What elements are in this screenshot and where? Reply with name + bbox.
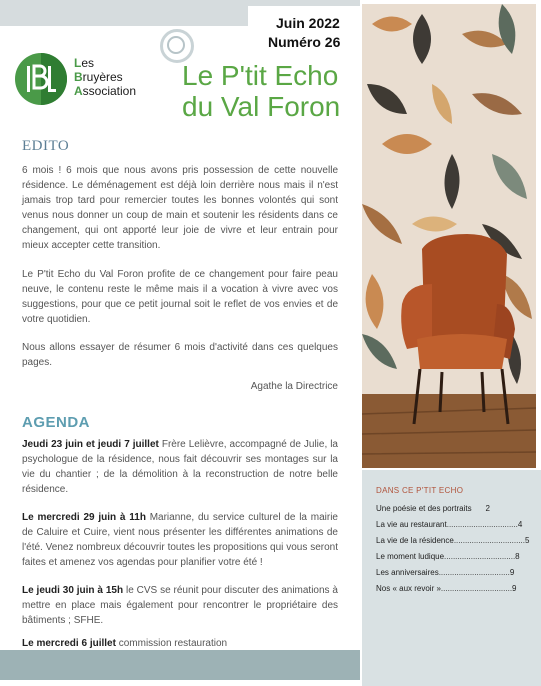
agenda-item-text: Marianne, du service culturel de la mairie de Caluire et Cuire, vient nous présenter les différentes animations de l'été. Venez nombreux découvrir toutes les propositions qui vous seront faites et amenez vos agendas pour planifier votre été ! bbox=[22, 512, 338, 568]
issue-number: Numéro 26 bbox=[268, 34, 341, 50]
toc-item[interactable] bbox=[376, 584, 517, 593]
toc-item[interactable] bbox=[376, 520, 523, 529]
toc-leader bbox=[472, 504, 486, 513]
agenda-item bbox=[22, 437, 338, 497]
toc-item-label: Nos « aux revoir » bbox=[376, 584, 441, 593]
toc-leader: ................................ bbox=[438, 568, 510, 577]
toc-sidebar bbox=[362, 470, 541, 686]
logo-line-2: Bruyères bbox=[74, 70, 123, 84]
agenda-item bbox=[22, 583, 338, 628]
agenda-heading: AGENDA bbox=[22, 414, 91, 431]
toc-item-label: Les anniversaires bbox=[376, 568, 439, 577]
armchair-photo bbox=[362, 4, 536, 468]
agenda-item-date: Jeudi 23 juin et jeudi 7 juillet bbox=[22, 439, 159, 450]
agenda-item-date: Le mercredi 6 juillet bbox=[22, 638, 116, 649]
toc-item-page: 2 bbox=[485, 504, 490, 513]
edito-paragraph-3: Nous allons essayer de résumer 6 mois d'activité dans ces quelques pages. bbox=[22, 342, 338, 368]
agenda-item-text: Frère Lelièvre, accompagné de Julie, la psychologue de la résidence, nous fait découvrir ses montages sur la vie du chantier ; de la démolition à la reconstruction de notre belle résidence. bbox=[22, 439, 338, 495]
toc-item-label: La vie au restaurant bbox=[376, 520, 447, 529]
toc-item-page: 9 bbox=[509, 568, 515, 577]
toc-item-label: La vie de la résidence bbox=[376, 536, 454, 545]
toc-item-label: Le moment ludique bbox=[376, 552, 445, 561]
association-logo-icon bbox=[14, 52, 68, 106]
edito-paragraph-1: 6 mois ! 6 mois que nous avons pris possession de cette nouvelle résidence. Le déménagement est déjà loin derrière nous mais il n'est jamais trop tard pour remercier toutes les bonnes volontés qui sont venus nous donner un coup de main et soutenir les résidents dans ce changement, qui ont apporté leur joie de vivre et leur entrain pour mieux accepter cette transition. bbox=[22, 165, 338, 251]
title-line-1: Le P'tit Echo bbox=[182, 60, 339, 91]
agenda-item-text: commission restauration bbox=[115, 638, 228, 649]
logo-line-3: Association bbox=[74, 84, 137, 98]
toc-leader: ................................ bbox=[440, 584, 513, 593]
toc-leader: ................................ bbox=[453, 536, 525, 545]
footer-bar bbox=[0, 650, 360, 680]
ring-decoration-icon bbox=[160, 29, 194, 63]
toc-item-page: 8 bbox=[515, 552, 520, 561]
edito-heading: EDITO bbox=[22, 138, 70, 154]
edito-paragraph-2: Le P'tit Echo du Val Foron profite de ce changement pour faire peau neuve, le contenu reste le même mais il a vocation à vivre avec vos suggestions, pour que ce petit journal soit le reflet de vos envies et de votre quotidien. bbox=[22, 269, 338, 325]
toc-item-page: 5 bbox=[524, 536, 530, 545]
toc-item-page: 4 bbox=[517, 520, 523, 529]
agenda-item-date: Le jeudi 30 juin à 15h bbox=[22, 585, 124, 596]
newsletter-title bbox=[182, 60, 352, 122]
edito-signature: Agathe la Directrice bbox=[250, 381, 338, 392]
toc-item[interactable] bbox=[376, 504, 490, 513]
toc-item-page: 9 bbox=[512, 584, 517, 593]
issue-date: Juin 2022 bbox=[276, 15, 340, 31]
agenda-item bbox=[22, 510, 338, 570]
logo-line-1: Les bbox=[74, 56, 95, 70]
toc-item[interactable] bbox=[376, 552, 520, 561]
toc-title: DANS CE P'TIT ECHO bbox=[376, 486, 464, 495]
toc-item-label: Une poésie et des portraits bbox=[376, 504, 472, 513]
agenda-item-date: Le mercredi 29 juin à 11h bbox=[22, 512, 146, 523]
toc-item[interactable] bbox=[376, 536, 530, 545]
toc-leader: ................................ bbox=[446, 520, 518, 529]
agenda-item bbox=[22, 636, 338, 651]
agenda-item-text: le CVS se réunit pour discuter des animations à mettre en place mais également pour rencontrer le propriétaire des bâtiments ; SFHE. bbox=[22, 585, 338, 626]
title-line-2: du Val Foron bbox=[182, 91, 341, 122]
toc-leader: ................................ bbox=[444, 552, 516, 561]
toc-item[interactable] bbox=[376, 568, 515, 577]
logo-wordmark bbox=[74, 56, 136, 98]
